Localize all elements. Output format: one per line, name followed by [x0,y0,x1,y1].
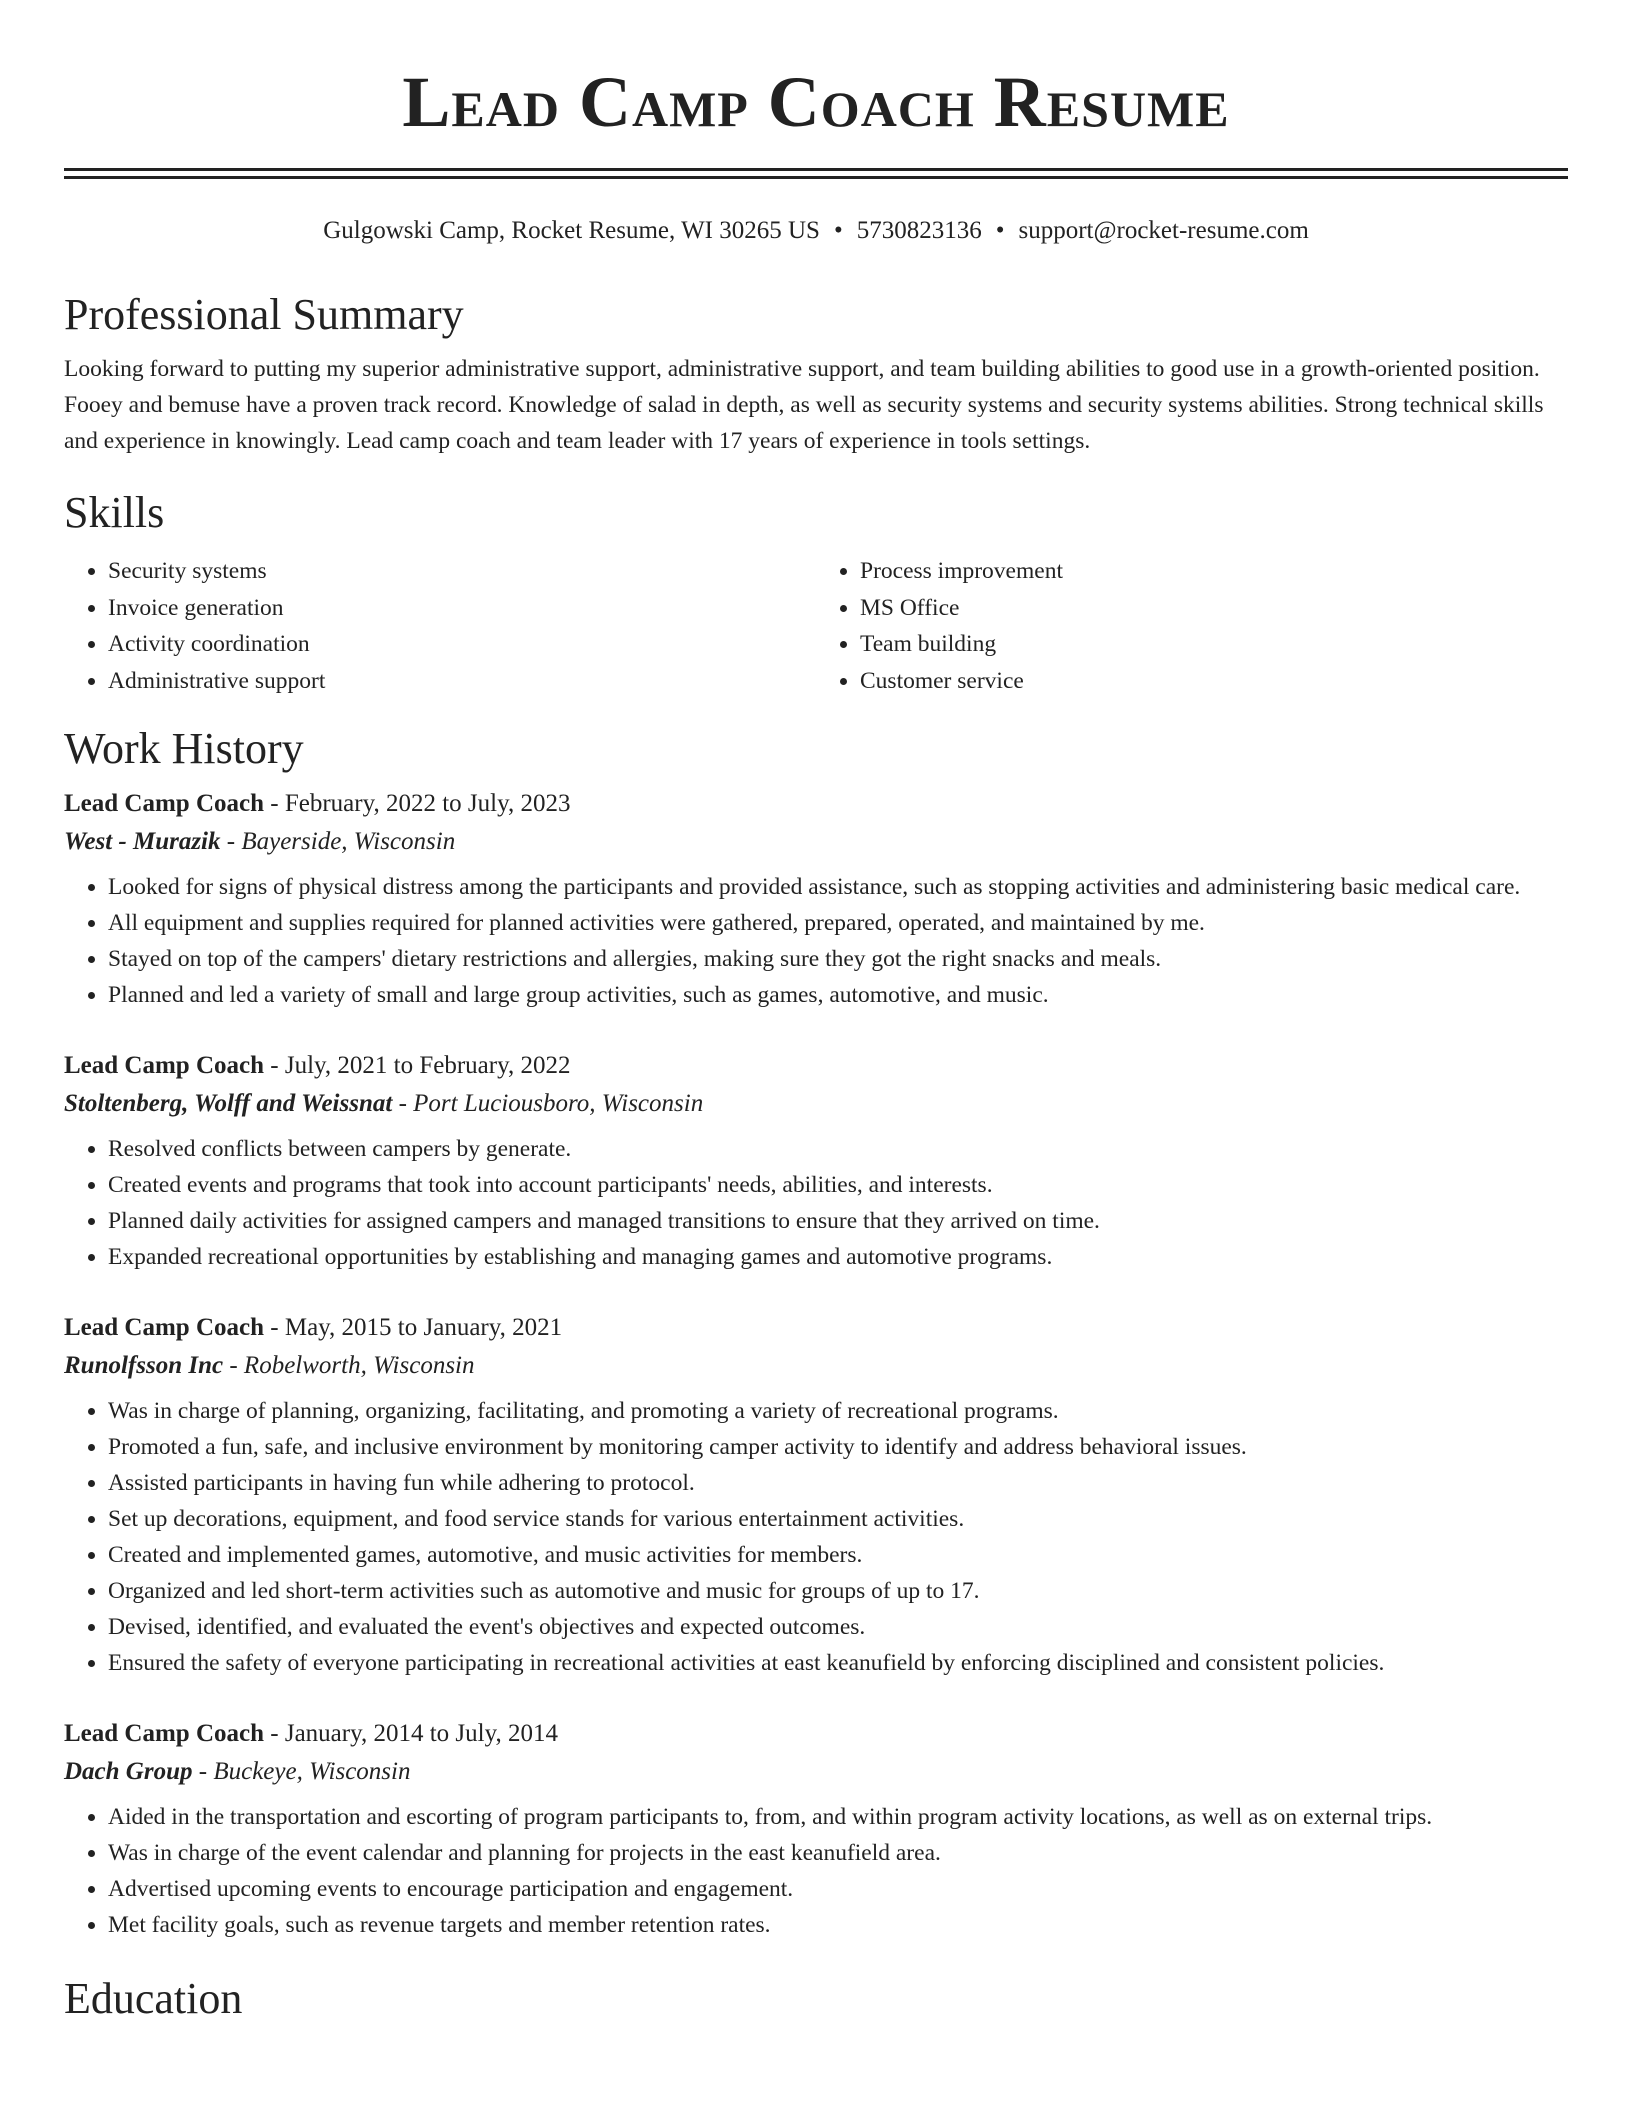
resume-title: Lead Camp Coach Resume [402,62,1230,142]
skill-item: • Invoice generation [108,590,816,627]
contact-email: support@rocket-resume.com [1018,217,1309,244]
skills-list-right [816,553,1568,699]
contact-address: Gulgowski Camp, Rocket Resume, WI 30265 US [323,217,820,244]
job-dates: - January, 2014 to July, 2014 [264,1720,558,1747]
job-entry [64,1047,1568,1275]
job-location: - Port Luciousboro, Wisconsin [392,1090,704,1117]
job-header [64,785,1568,823]
job-bullet: • Created and implemented games, automotive, and music activities for members. [108,1537,1568,1573]
skill-item: • Activity coordination [108,626,816,663]
job-bullet: • Set up decorations, equipment, and food service stands for various entertainment activities. [108,1501,1568,1537]
job-company-line [64,1347,1568,1385]
job-bullet: • Stayed on top of the campers' dietary restrictions and allergies, making sure they got the right snacks and meals. [108,941,1568,977]
title-double-rule [64,168,1568,179]
job-header [64,1309,1568,1347]
job-bullet: • Planned and led a variety of small and large group activities, such as games, automotive, and music. [108,977,1568,1013]
job-title: Lead Camp Coach [64,1052,265,1079]
job-dates: - February, 2022 to July, 2023 [264,790,571,817]
skill-item: • Team building [860,626,1568,663]
summary-heading: Professional Summary [64,290,464,339]
job-company-line [64,1085,1568,1123]
job-company: Stoltenberg, Wolff and Weissnat [64,1090,393,1117]
contact-separator: • [995,217,1005,244]
skill-item: • MS Office [860,590,1568,627]
job-bullet: • Was in charge of the event calendar and planning for projects in the east keanufield area. [108,1835,1568,1871]
job-header [64,1047,1568,1085]
job-entry [64,1309,1568,1681]
job-bullet: • Advertised upcoming events to encourage participation and engagement. [108,1871,1568,1907]
job-bullet: • Looked for signs of physical distress among the participants and provided assistance, such as stopping activities and administering basic medical care. [108,869,1568,905]
job-title: Lead Camp Coach [64,1314,265,1341]
job-location: - Buckeye, Wisconsin [192,1758,411,1785]
job-bullet: • Was in charge of planning, organizing, facilitating, and promoting a variety of recreational programs. [108,1393,1568,1429]
contact-phone: 5730823136 [856,217,982,244]
skills-heading: Skills [64,488,165,537]
job-company: Runolfsson Inc [64,1352,224,1379]
job-entry [64,785,1568,1013]
job-bullet: • Met facility goals, such as revenue targets and member retention rates. [108,1907,1568,1943]
work-history-heading: Work History [64,724,304,773]
job-bullet: • All equipment and supplies required for planned activities were gathered, prepared, operated, and maintained by me. [108,905,1568,941]
job-bullet: • Aided in the transportation and escorting of program participants to, from, and within program activity locations, as well as on external trips. [108,1799,1568,1835]
job-company-line [64,823,1568,861]
summary-text: Looking forward to putting my superior administrative support, administrative support, and team building abilities to good use in a growth-oriented position. Fooey and bemuse have a proven track record. Knowledge of salad in depth, as well as security systems and security systems abilities. Strong technical skills and experience in knowingly. Lead camp coach and team leader with 17 years of experience in tools settings. [64,356,1544,454]
skill-item: • Security systems [108,553,816,590]
job-bullet: • Expanded recreational opportunities by establishing and managing games and automotive programs. [108,1239,1568,1275]
skills-list-left [64,553,816,699]
job-company: West - Murazik [64,828,221,855]
skill-item: • Process improvement [860,553,1568,590]
job-title: Lead Camp Coach [64,1720,265,1747]
job-company-line [64,1753,1568,1791]
job-bullet: • Organized and led short-term activities such as automotive and music for groups of up to 17. [108,1573,1568,1609]
job-bullets [64,1393,1568,1681]
job-entry [64,1715,1568,1943]
skill-item: • Customer service [860,663,1568,700]
job-location: - Robelworth, Wisconsin [223,1352,475,1379]
job-bullet: • Resolved conflicts between campers by generate. [108,1131,1568,1167]
job-bullet: • Assisted participants in having fun while adhering to protocol. [108,1465,1568,1501]
skills-grid [64,553,1568,699]
job-bullets [64,869,1568,1013]
skill-item: • Administrative support [108,663,816,700]
job-bullet: • Devised, identified, and evaluated the event's objectives and expected outcomes. [108,1609,1568,1645]
job-bullet: • Ensured the safety of everyone participating in recreational activities at east keanufield by enforcing disciplined and consistent policies. [108,1645,1568,1681]
job-bullets [64,1131,1568,1275]
job-company: Dach Group [64,1758,193,1785]
education-heading: Education [64,1974,243,2023]
job-bullet: • Created events and programs that took into account participants' needs, abilities, and interests. [108,1167,1568,1203]
job-bullets [64,1799,1568,1943]
contact-line [64,215,1568,247]
job-header [64,1715,1568,1753]
job-dates: - May, 2015 to January, 2021 [264,1314,563,1341]
job-bullet: • Planned daily activities for assigned campers and managed transitions to ensure that they arrived on time. [108,1203,1568,1239]
contact-separator: • [833,217,843,244]
job-bullet: • Promoted a fun, safe, and inclusive environment by monitoring camper activity to identify and address behavioral issues. [108,1429,1568,1465]
job-title: Lead Camp Coach [64,790,265,817]
job-dates: - July, 2021 to February, 2022 [264,1052,571,1079]
job-location: - Bayerside, Wisconsin [220,828,456,855]
